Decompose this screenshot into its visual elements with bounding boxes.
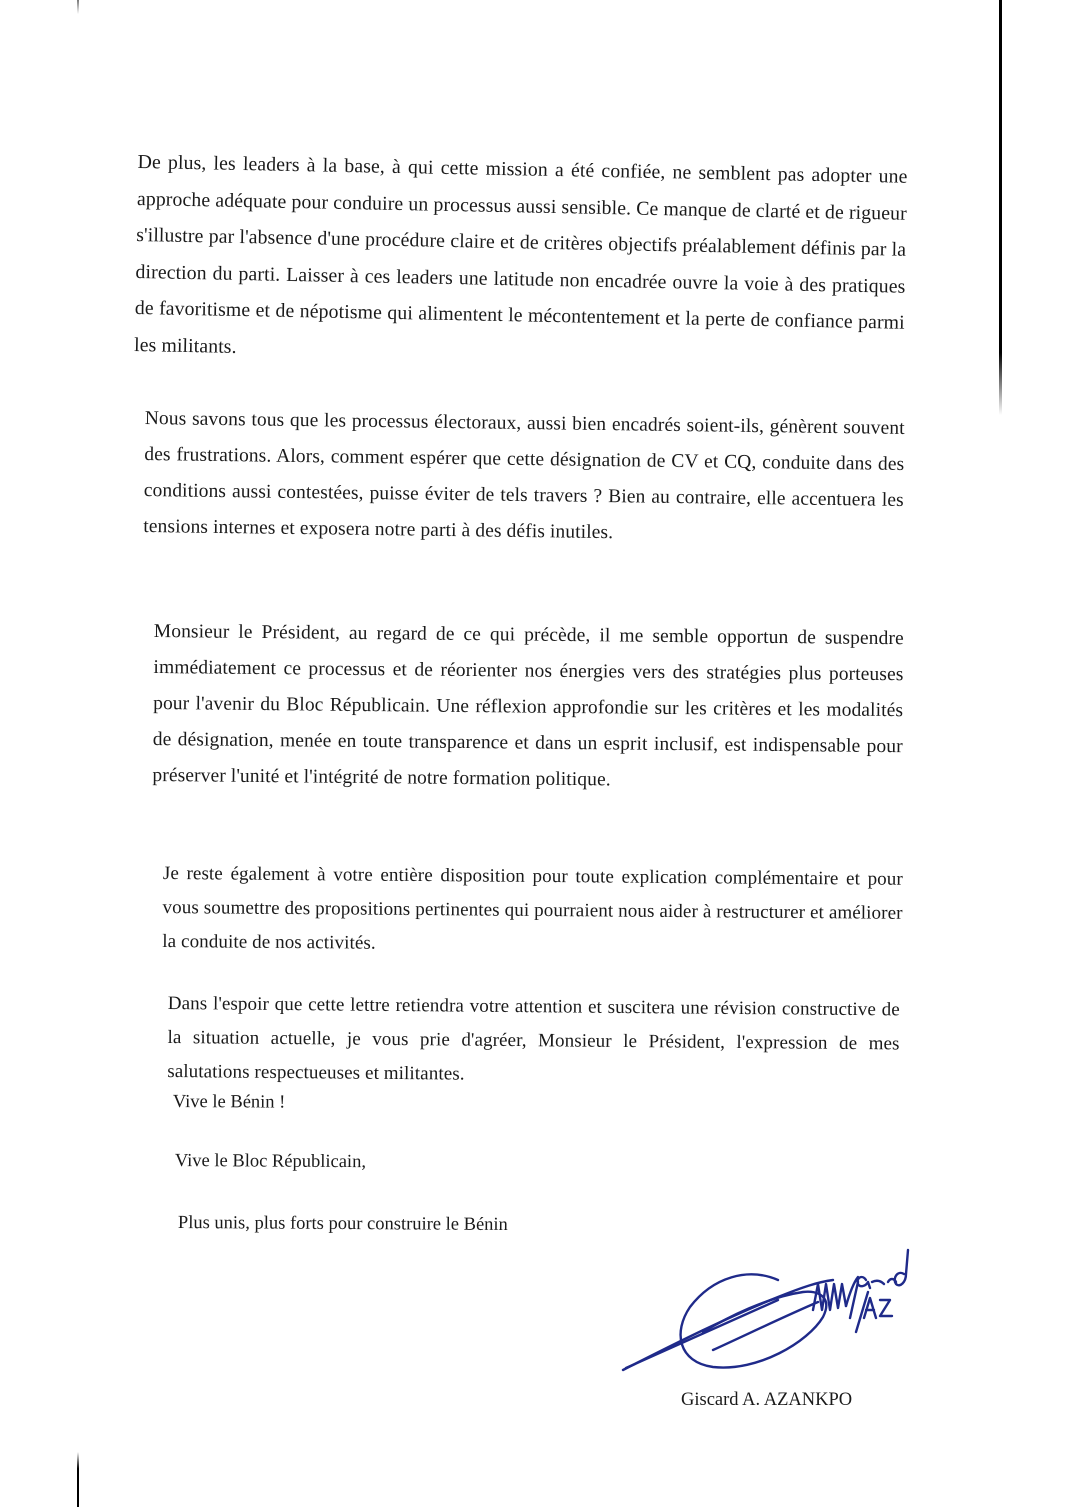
scan-edge-mark [77,0,79,14]
paragraph-salutations: Dans l'espoir que cette lettre retiendra votre attention et suscitera une révision constructive de la situation actuelle, je vous prie d'agréer, Monsieur le Président, l'expression de mes salutations respectueuses et militantes. [167,992,900,1085]
paragraph-suspend-process: Monsieur le Président, au regard de ce qui précède, il me semble opportun de suspendre immédiatement ce processus et de réorienter nos énergies vers des stratégies plus porteuses pour l'avenir du Bloc Républicain. Une réflexion approfondie sur les critères et les modalités de désignation, menée en toute transparence et dans un esprit inclusif, est indispensable pour préserver l'unité et l'intégrité de notre formation politique. [152,620,904,790]
scan-edge-line [999,0,1002,415]
handwritten-signature-icon [618,1222,918,1382]
paragraph-availability: Je reste également à votre entière disposition pour toute explication complémentaire et pour vous soumettre des propositions pertinentes qui pourraient nous aider à restructurer et améliorer la conduite de nos activités. [162,862,903,954]
closing-vive-bloc: Vive le Bloc Républicain, [174,1151,367,1173]
closing-motto: Plus unis, plus forts pour construire le Bénin [177,1213,508,1236]
closing-vive-benin: Vive le Bénin ! [172,1092,286,1113]
paragraph-leaders-approach: De plus, les leaders à la base, à qui cette mission a été confiée, ne semblent pas adopter une approche adéquate pour conduire un processus aussi sensible. Ce manque de clarté et de rigueur s'illustre par l'absence d'une procédure claire et de critères objectifs préalablement définis par la direction du parti. Laisser à ces leaders une latitude non encadrée ouvre la voie à des pratiques de favoritisme et de népotisme qui alimentent le mécontentement et la perte de confiance parmi les militants. [133,150,908,358]
paragraph-electoral-frustrations: Nous savons tous que les processus électoraux, aussi bien encadrés soient-ils, génèrent souvent des frustrations. Alors, comment espérer que cette désignation de CV et CQ, conduite dans des conditions aussi contestées, puisse éviter de tels travers ? Bien au contraire, elle accentuera les tensions internes et exposera notre parti à des défis inutiles. [143,407,905,543]
scan-edge-mark [77,1452,79,1507]
signer-name: Giscard A. AZANKPO [681,1390,853,1410]
